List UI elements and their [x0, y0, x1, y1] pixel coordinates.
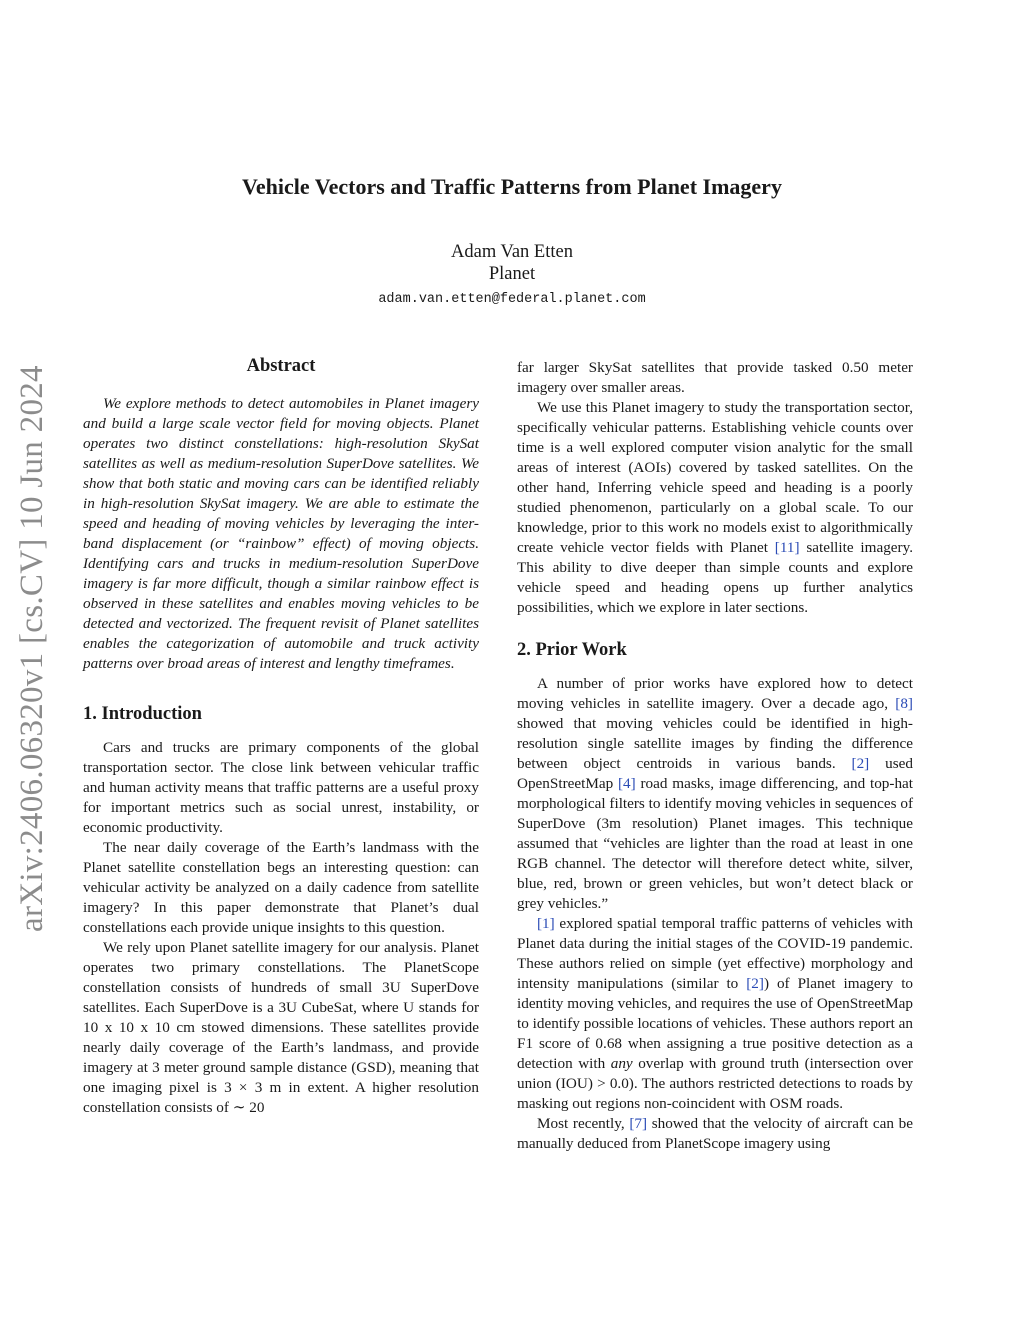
citation-link[interactable]: [2]: [851, 755, 870, 772]
citation-link[interactable]: [1]: [537, 915, 555, 932]
intro-paragraph-1: Cars and trucks are primary components of the global transportation sector. The close link between vehicular traffic and human activity means that traffic patterns are a useful proxy for important metrics such as social unrest, instability, or economic productivity.: [83, 739, 479, 836]
prior-p2-emphasis: any: [610, 1055, 633, 1072]
author-name: Adam Van Etten: [451, 242, 573, 262]
introduction-heading: 1. Introduction: [83, 704, 202, 724]
citation-link[interactable]: [2]: [746, 975, 764, 992]
intro-paragraph-2: The near daily coverage of the Earth’s landmass with the Planet satellite constellation begs an interesting question: can vehicular activity be analyzed on a daily cadence from satellite imagery? In this paper demonstrate that Planet’s dual constellations each provide unique insights to this question.: [83, 839, 479, 936]
citation-link[interactable]: [4]: [617, 775, 636, 792]
prior-p3-text-b: showed that the velocity of aircraft can be manually deduced from PlanetScope imagery using: [517, 1115, 914, 1152]
author-block: [0, 241, 1024, 285]
abstract-section: [83, 356, 479, 674]
intro-paragraph-3: We rely upon Planet satellite imagery for our analysis. Planet operates two primary constellations. The PlanetScope constellation consists of hundreds of small 3U SuperDove satellites. Each SuperDove is a 3U CubeSat, where U stands for 10 x 10 x 10 cm stowed dimensions. These satellites provide nearly daily coverage of the Earth’s landmass, and provide imagery at 3 meter ground sample distance (GSD), meaning that one imaging pixel is 3 × 3 m in extent. A higher resolution constellation consists of ∼ 20: [83, 939, 479, 1116]
introduction-section: [83, 704, 479, 1118]
intro-p4-text-a: We use this Planet imagery to study the transportation sector, specifically vehicular patterns. Establishing vehicle counts over time is a well explored computer vision analytic for the small areas of interest (AOIs) covered by tasked satellites. On the other hand, Inferring vehicle speed and heading is a poorly studied phenomenon, particularly on a global scale. To our knowledge, prior to this work no models exist to algorithmically create vehicle vector fields with Planet: [517, 399, 913, 556]
prior-work-heading: 2. Prior Work: [517, 640, 627, 660]
prior-p1-text-b: showed that moving vehicles could be identified in high-resolution single satellite images by finding the difference between object centroids in various bands.: [517, 715, 913, 772]
citation-link[interactable]: [7]: [629, 1115, 648, 1132]
abstract-heading: Abstract: [246, 356, 316, 376]
prior-p3-text-a: Most recently,: [537, 1115, 630, 1132]
prior-p1-text-d: road masks, image differencing, and top-hat morphological filters to identify moving vehicles in sequences of SuperDove (3m resolution) Planet images. This technique assumed that “vehicles are lighter than the road at least in one RGB channel. The detector will therefore detect white, silver, blue, red, brown or green vehicles, but won’t detect black or grey vehicles.”: [517, 775, 913, 912]
prior-work-section: [517, 640, 913, 1154]
prior-p1-text-c: used OpenStreetMap: [517, 755, 913, 792]
arxiv-identifier-stamp: arXiv:2406.06320v1 [cs.CV] 10 Jun 2024: [14, 365, 50, 932]
paper-title: Vehicle Vectors and Traffic Patterns from Planet Imagery: [242, 174, 782, 199]
author-email: adam.van.etten@federal.planet.com: [378, 292, 646, 307]
prior-paragraph-1: [517, 674, 913, 914]
right-column: [517, 358, 913, 1154]
prior-p2-text-c: overlap with ground truth (intersection over union (IOU) > 0.0). The authors restricted detections to roads by masking out regions non-coincident with OSM roads.: [517, 1055, 913, 1112]
prior-paragraph-3: [517, 1114, 913, 1154]
prior-paragraph-2: [517, 914, 913, 1114]
abstract-text: We explore methods to detect automobiles in Planet imagery and build a large scale vector field for moving objects. Planet operates two distinct constellations: high-resolution SkySat satellites as well as medium-resolution SuperDove satellites. We show that both static and moving cars can be identified reliably in high-resolution SkySat imagery. We are able to estimate the speed and heading of moving vehicles by leveraging the inter-band displacement (or “rainbow” effect) of moving objects. Identifying cars and trucks in medium-resolution SuperDove imagery is far more difficult, though a similar rainbow effect is observed in these satellites and enables moving vehicles to be detected and vectorized. The frequent revisit of Planet satellites enables the categorization of automobile and truck activity patterns over broad areas of interest and lengthy timeframes.: [83, 395, 479, 672]
citation-link[interactable]: [11]: [774, 539, 800, 556]
prior-p2-text-a: explored spatial temporal traffic patterns of vehicles with Planet data during the initial stages of the COVID-19 pandemic. These authors relied on simple (yet effective) morphology and intensity manipulations (similar to: [517, 915, 913, 992]
left-column: [83, 352, 479, 1118]
author-affiliation: Planet: [488, 264, 536, 284]
intro-p4-text-b: satellite imagery. This ability to dive deeper than simple counts and explore vehicle speed and heading opens up further analytics possibilities, which we explore in later sections.: [517, 539, 913, 616]
citation-link[interactable]: [8]: [895, 695, 913, 712]
intro-paragraph-3-continued: far larger SkySat satellites that provide tasked 0.50 meter imagery over smaller areas.: [517, 359, 913, 396]
prior-p1-text-a: A number of prior works have explored how to detect moving vehicles in satellite imagery. Over a decade ago,: [517, 675, 913, 712]
intro-paragraph-4: [517, 398, 913, 618]
prior-p2-text-b: ) of Planet imagery to identity moving vehicles, and requires the use of OpenStreetMap to identify possible locations of vehicles. These authors report an F1 score of 0.68 when assigning a true positive detection as a detection with: [517, 975, 914, 1072]
